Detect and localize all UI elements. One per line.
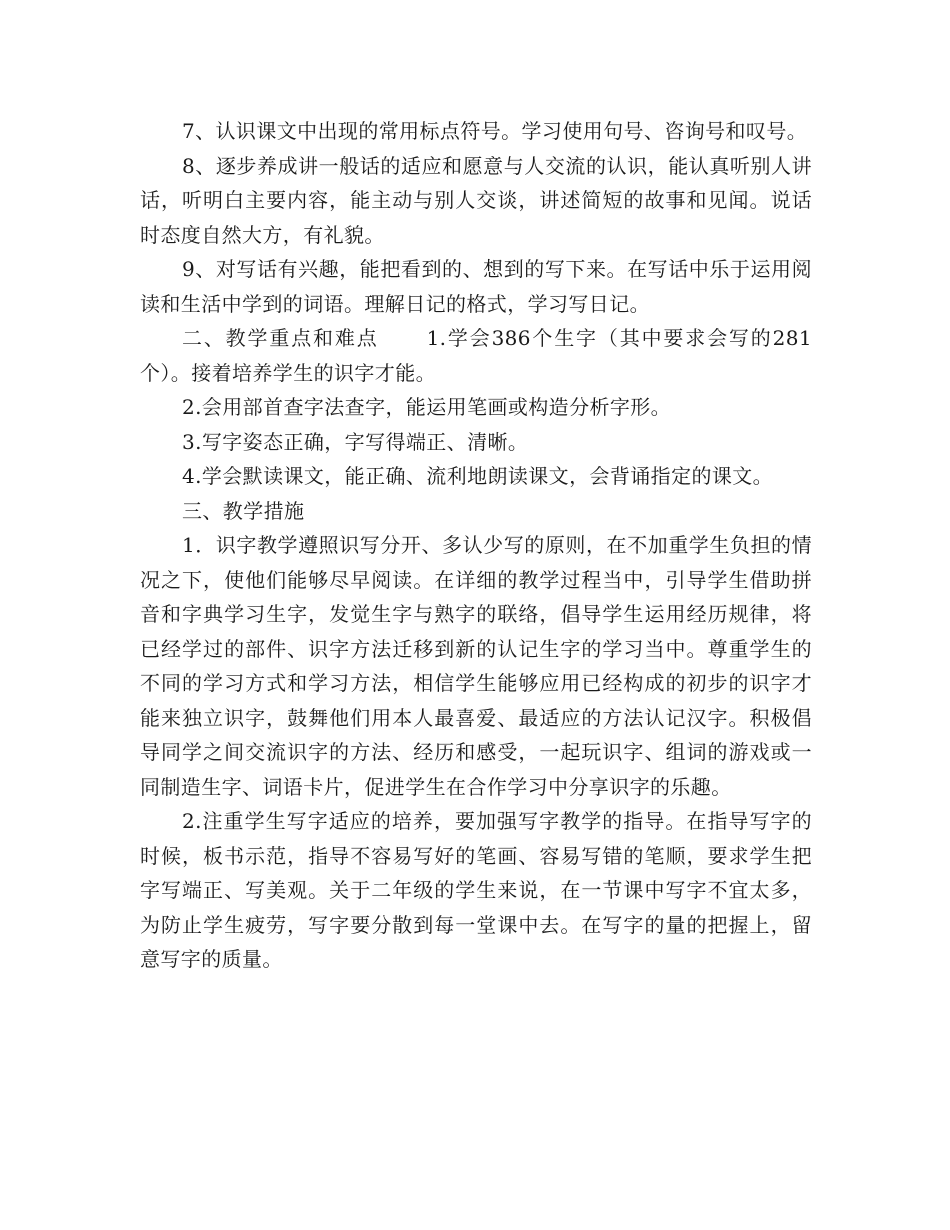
section-heading-key-points: [140, 321, 812, 390]
measure-item-1: 1．识字教学遵照识写分开、多认少写的原则，在不加重学生负担的情况之下，使他们能够尽早阅读。在详细的教学过程当中，引导学生借助拼音和字典学习生字，发觉生字与熟字的联络，倡导学生运用经历规律，将已经学过的部件、识字方法迁移到新的认记生字的学习当中。尊重学生的不同的学习方式和学习方法，相信学生能够应用已经构成的初步的识字才能来独立识字，鼓舞他们用本人最喜爱、最适应的方法认记汉字。积极倡导同学之间交流识字的方法、经历和感受，一起玩识字、组词的游戏或一同制造生字、词语卡片，促进学生在合作学习中分享识字的乐趣。: [140, 533, 812, 799]
key-point-3: 3.写字姿态正确，字写得端正、清晰。: [182, 429, 529, 454]
paragraph-item-7: 7、认识课文中出现的常用标点符号。学习使用句号、咨询号和叹号。: [182, 119, 808, 143]
key-point-2: 2.会用部首查字法查字，能运用笔画或构造分析字形。: [182, 395, 672, 419]
paragraph-item-9: 9、对写话有兴趣，能把看到的、想到的写下来。在写话中乐于运用阅读和生活中学到的词语。理解日记的格式，学习写日记。: [140, 257, 812, 316]
document-body: [140, 114, 812, 977]
heading-text: 二、教学重点和难点: [182, 326, 379, 350]
paragraph-item-8: 8、逐步养成讲一般话的适应和愿意与人交流的认识，能认真听别人讲话，听明白主要内容，能主动与别人交谈，讲述简短的故事和见闻。说话时态度自然大方，有礼貌。: [140, 153, 812, 247]
key-point-4: 4.学会默读课文，能正确、流利地朗读课文，会背诵指定的课文。: [182, 464, 774, 488]
measure-item-2: 2.注重学生写字适应的培养，要加强写字教学的指导。在指导写字的时候，板书示范，指导不容易写好的笔画、容易写错的笔顺，要求学生把字写端正、写美观。关于二年级的学生来说，在一节课中写字不宜太多，为防止学生疲劳，写字要分散到每一堂课中去。在写字的量的把握上，留意写字的质量。: [140, 809, 812, 971]
section-heading-measures: 三、教学措施: [182, 498, 305, 523]
key-point-1: 1.学会386个生字（其中要求会写的281个）。接着培养学生的识字才能。: [140, 326, 812, 385]
